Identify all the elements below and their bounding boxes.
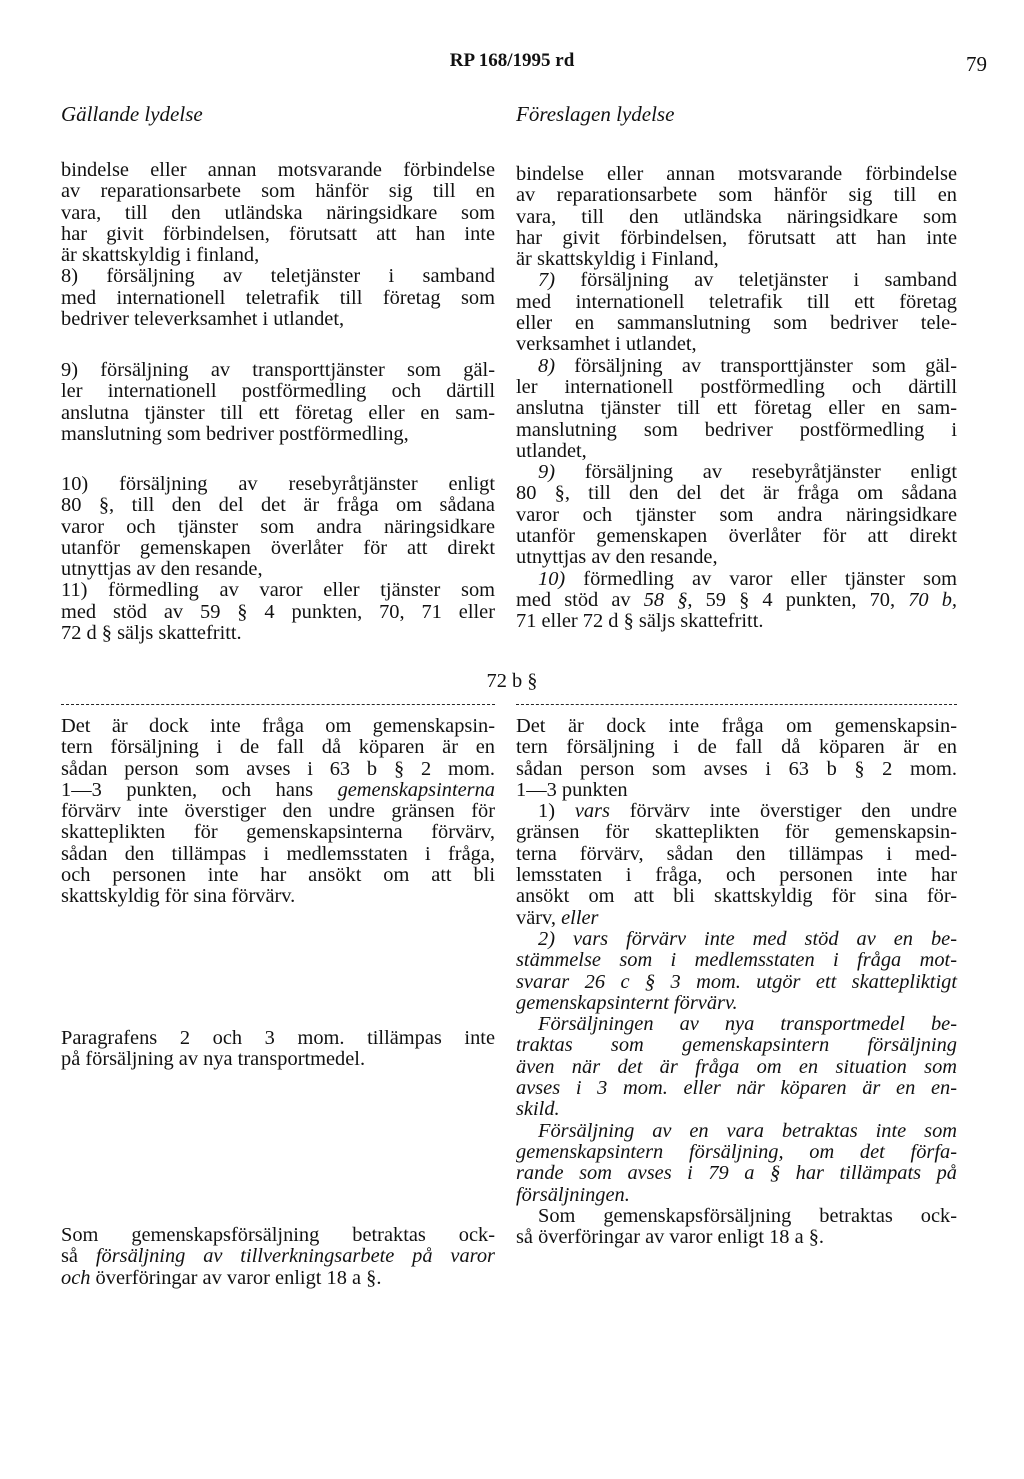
text-run: 1—3 punkten, och hans — [61, 778, 338, 801]
text-line: utlandet, — [516, 439, 587, 462]
text-run-italic: 8) — [538, 354, 555, 377]
right-column-heading: Föreslagen lydelse — [516, 102, 675, 126]
text-line — [61, 1268, 495, 1289]
text-line: varor och tjänster som andra näringsidkare — [516, 503, 957, 526]
text-line: avses i 3 mom. eller när köparen är en en- — [516, 1077, 957, 1100]
text-line — [516, 569, 957, 590]
text-run-italic: 9) — [538, 461, 555, 484]
text-line: vara, till den utländska näringsidkare som — [61, 201, 495, 224]
text-line: försäljningen. — [516, 1183, 630, 1206]
text-line: bedriver televerksamhet i utlandet, — [61, 308, 345, 331]
text-line: även när det är fråga om en situation som — [516, 1055, 957, 1078]
text-line: vara, till den utländska näringsidkare som — [516, 205, 957, 228]
text-line: har givit förbindelsen, förutsatt att han inte — [516, 226, 957, 249]
text-line: skattskyldig för sina förvärv. — [61, 885, 296, 908]
text-line: verksamhet i utlandet, — [516, 333, 697, 356]
text-line: och personen inte har ansökt om att bli — [61, 864, 495, 887]
text-line: med internationell teletrafik till företag som — [61, 286, 495, 309]
text-line: anslutna tjänster till ett företag eller en sam- — [516, 397, 957, 420]
text-line: ler internationell postförmedling och därtill — [61, 380, 495, 403]
left-block-3 — [61, 474, 495, 644]
text-line — [516, 908, 957, 929]
text-line — [516, 462, 957, 483]
text-line — [61, 1246, 495, 1267]
text-run-italic: 10) — [538, 567, 566, 590]
text-line: 2) vars förvärv inte med stöd av en be- — [538, 927, 957, 950]
section-label: 72 b § — [486, 670, 538, 692]
text-line: stämmelse som i medlemsstaten i fråga mot- — [516, 949, 957, 972]
page-number: 79 — [966, 52, 987, 76]
text-line: med internationell teletrafik till ett företag — [516, 290, 957, 313]
text-line: utanför gemenskapen överlåter för att direkt — [516, 525, 957, 548]
text-line: ansökt om att bli skattskyldig för sina för- — [516, 885, 957, 908]
text-line: 80 §, till den del det är fråga om sådana — [516, 482, 957, 505]
text-line: terna förvärv, sådan den tillämpas i med- — [516, 842, 957, 865]
text-line: tern försäljning i de fall då köparen är en — [61, 736, 495, 759]
text-run: så — [61, 1245, 96, 1268]
left-block-4 — [61, 716, 495, 908]
text-line: utnyttjas av den resande, — [61, 558, 263, 581]
text-line: har givit förbindelsen, förutsatt att han inte — [61, 222, 495, 245]
text-line: Paragrafens 2 och 3 mom. tillämpas inte — [61, 1027, 495, 1049]
text-run-italic: 70 b, — [908, 588, 958, 611]
text-line: manslutning som bedriver postförmedling i — [516, 418, 957, 441]
text-line: 71 eller 72 d § säljs skattefritt. — [516, 610, 764, 633]
text-line — [516, 270, 957, 291]
text-line: skatteplikten för gemenskapsinterna förvärv, — [61, 821, 495, 844]
text-run-italic: vars — [574, 800, 610, 823]
text-line: av reparationsarbete som hänför sig till en — [516, 184, 957, 207]
text-line: så överföringar av varor enligt 18 a §. — [516, 1226, 825, 1249]
text-line — [516, 801, 957, 822]
text-run: förmedling av varor eller tjänster som — [565, 567, 957, 590]
omission-divider-right — [516, 704, 957, 705]
text-line: svarar 26 c § 3 mom. utgör ett skattepliktigt — [516, 970, 957, 993]
text-line: sådan person som avses i 63 b § 2 mom. — [61, 757, 495, 780]
text-line: 1—3 punkten — [516, 778, 628, 801]
text-run-italic: eller — [561, 906, 599, 929]
text-line: Som gemenskapsförsäljning betraktas ock- — [61, 1224, 495, 1246]
text-run: med stöd av — [516, 588, 644, 611]
left-block-2 — [61, 360, 495, 445]
text-line — [516, 356, 957, 377]
left-block-1 — [61, 160, 495, 330]
text-run-italic: 7) — [538, 269, 555, 292]
text-run: 1) — [538, 800, 575, 823]
right-block-2 — [516, 716, 957, 1248]
text-line: av reparationsarbete som hänför sig till en — [61, 180, 495, 203]
text-line: på försäljning av nya transportmedel. — [61, 1048, 366, 1071]
text-line: traktas som gemenskapsintern försäljning — [516, 1034, 957, 1057]
text-line: 72 d § säljs skattefritt. — [61, 622, 242, 645]
right-block-1 — [516, 164, 957, 633]
text-line: sådan den tillämpas i medlemsstaten i fråga, — [61, 842, 495, 865]
text-line: Försäljning av en vara betraktas inte som — [538, 1119, 957, 1142]
text-line — [61, 780, 495, 801]
left-column-heading: Gällande lydelse — [61, 102, 203, 126]
text-run-italic: gemenskapsinterna — [337, 778, 495, 801]
text-line: gränsen för skatteplikten för gemenskapsin- — [516, 821, 957, 844]
left-block-6 — [61, 1225, 495, 1289]
text-line: ler internationell postförmedling och därtill — [516, 375, 957, 398]
text-run-italic: försäljning av tillverkningsarbete på varor — [95, 1245, 495, 1268]
text-line: sådan person som avses i 63 b § 2 mom. — [516, 757, 957, 780]
text-line: Försäljningen av nya transportmedel be- — [538, 1013, 957, 1036]
text-line: rande som avses i 79 a § har tillämpats på — [516, 1162, 957, 1185]
text-line: manslutning som bedriver postförmedling, — [61, 422, 409, 445]
text-line: utanför gemenskapen överlåter för att direkt — [61, 536, 495, 559]
text-line: 8) försäljning av teletjänster i samband — [61, 265, 495, 288]
text-line: bindelse eller annan motsvarande förbindelse — [516, 163, 957, 185]
text-run: 59 § 4 punkten, 70, — [692, 588, 909, 611]
text-run: överföringar av varor enligt 18 a §. — [90, 1266, 382, 1289]
text-run: försäljning av transporttjänster som gäl- — [555, 354, 957, 377]
text-line: Som gemenskapsförsäljning betraktas ock- — [538, 1204, 957, 1227]
document-reference: RP 168/1995 rd — [449, 50, 575, 71]
left-block-5 — [61, 1028, 495, 1071]
text-line: tern försäljning i de fall då köparen är en — [516, 736, 957, 759]
text-line: anslutna tjänster till ett företag eller en sam- — [61, 401, 495, 424]
text-line: lemsstaten i fråga, och personen inte har — [516, 864, 957, 887]
text-line: är skattskyldig i Finland, — [516, 248, 719, 271]
text-line: bindelse eller annan motsvarande förbindelse — [61, 159, 495, 181]
text-line: är skattskyldig i finland, — [61, 244, 260, 267]
text-line: 9) försäljning av transporttjänster som gäl- — [61, 359, 495, 381]
text-run: försäljning av resebyråtjänster enligt — [555, 461, 957, 484]
text-line: eller en sammanslutning som bedriver tele- — [516, 312, 957, 335]
text-line: utnyttjas av den resande, — [516, 546, 718, 569]
text-line: förvärv inte överstiger den undre gränsen för — [61, 800, 495, 823]
text-run: förvärv inte överstiger den undre — [609, 800, 957, 823]
text-run: försäljning av teletjänster i samband — [555, 269, 957, 292]
text-line — [516, 590, 957, 611]
text-run: värv, — [516, 906, 562, 929]
text-line: 10) försäljning av resebyråtjänster enligt — [61, 473, 495, 495]
text-line: Det är dock inte fråga om gemenskapsin- — [61, 715, 495, 737]
text-line: gemenskapsintern försäljning, om det förfa- — [516, 1140, 957, 1163]
text-line: med stöd av 59 § 4 punkten, 70, 71 eller — [61, 600, 495, 623]
text-line: skild. — [516, 1098, 560, 1121]
omission-divider-left — [61, 704, 495, 705]
text-run-italic: 58 §, — [643, 588, 693, 611]
text-line: varor och tjänster som andra näringsidkare — [61, 515, 495, 538]
text-line: gemenskapsinternt förvärv. — [516, 991, 738, 1014]
text-line: 80 §, till den del det är fråga om sådana — [61, 494, 495, 517]
text-run-italic: och — [61, 1266, 91, 1289]
text-line: Det är dock inte fråga om gemenskapsin- — [516, 715, 957, 737]
text-line: 11) förmedling av varor eller tjänster som — [61, 579, 495, 602]
